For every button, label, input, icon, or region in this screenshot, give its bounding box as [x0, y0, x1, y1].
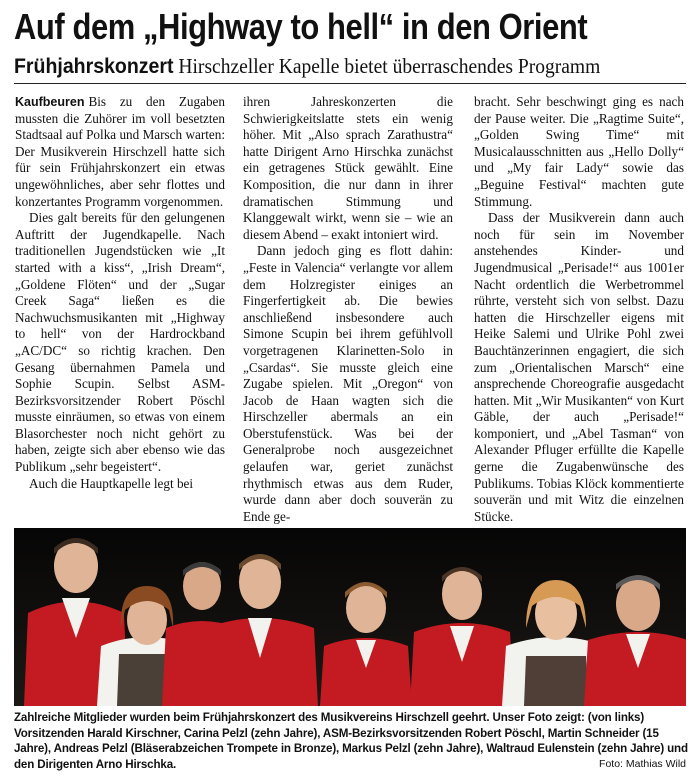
dateline: Kaufbeuren [15, 95, 85, 109]
paragraph-1 [15, 94, 225, 210]
article-column-2 [243, 94, 453, 525]
paragraph-4-cont: bracht. Sehr beschwingt ging es nach der Pause weiter. Die „Ragtime Suite“, „Golden Swing Time“ mit Musicalausschnitten aus „Hello Dolly“ und „My fair Lady“ sowie das „Beguine Festival“ machten gute Stimmung. [474, 94, 684, 209]
article-column-3 [474, 94, 684, 525]
paragraph-4-start: Dann jedoch ging es flott dahin: „Feste in Valencia“ verlangte vor allem dem Holzregister einiges an Fingerfertigkeit ab. Die bewies anschließend insbesondere auch Simone Scupin bei ihrem gefühlvoll vorgetragenen Klarinetten-Solo in „Csardas“. Sie musste gleich eine Zugabe spielen. Mit „Oregon“ von Jacob de Haan wagten sich die Hirschzeller abermals an ein Oberstufenstück. Was bei der Generalprobe noch ausgezeichnet gelaufen war, geriet zunächst rhythmisch etwas aus dem Ruder, wurde dann aber doch souverän zu Ende ge- [243, 243, 453, 524]
paragraph-5: Dass der Musikverein dann auch noch für sein im November anstehendes Kinder- und Jugendmusical „Perisade!“ aus 1001er Nacht ordentlich die Werbetrommel rührte, versteht sich von selbst. Dazu hatten die Hirschzeller eigens mit Heike Salemi und Ulrike Pohl zwei Bauchtänzerinnen engagiert, die sich zum „Orientalischen Marsch“ eine ansprechende Choreografie ausgedacht hatten. Mit „Wir Musikanten“ von Kurt Gäble, der auch „Perisade!“ komponiert, und „Abel Tasman“ von Alexander Pfluger erfüllte die Kapelle gerne die Zugabenwünsche des Publikums. Tobias Klöck kommentierte souverän und mit Witz die einzelnen Stücke. [474, 210, 684, 524]
headline: Auf dem „Highway to hell“ in den Orient [14, 6, 588, 47]
paragraph-3-start: Auch die Hauptkapelle legt bei [29, 475, 194, 491]
header-rule [14, 83, 686, 84]
subheadline: Hirschzeller Kapelle bietet überraschendes Programm [178, 54, 601, 78]
article-column-1 [15, 94, 225, 492]
group-photo-illustration [14, 528, 686, 706]
photo-credit: Foto: Mathias Wild [599, 758, 686, 770]
group-photo [14, 528, 686, 706]
photo-caption: Zahlreiche Mitglieder wurden beim Frühjahrskonzert des Musikvereins Hirschzell geehrt. Unser Foto zeigt: (von links) Vorsitzenden Harald Kirschner, Carina Pelzl (zehn Jahre), ASM-Bezirksvorsitzenden Robert Pöschl, Martin Schneider (15 Jahre), Andreas Pelzl (Bläserabzeichen Trompete in Bronze), Markus Pelzl (zehn Jahre), Waltraud Eulenstein (zehn Jahre) und den Dirigenten Arno Hirschka. [14, 711, 688, 771]
kicker: Frühjahrskonzert [14, 55, 174, 78]
paragraph-1-text: Bis zu den Zugaben mussten die Zuhörer im voll besetzten Stadtsaal auf Polka und Marsch warten: Der Musikverein Hirschzell hatte sich für sein Frühjahrskonzert ein etwas ungewöhnliches, aber sehr flottes und konzertantes Programm vorgenommen. [15, 94, 225, 209]
subheadline-line [14, 54, 600, 79]
paragraph-3-cont: ihren Jahreskonzerten die Schwierigkeitslatte stets ein wenig höher. Mit „Also sprach Zarathustra“ hatte Dirigent Arno Hirschka zunächst ein getragenes Stück gewählt. Eine Komposition, die nur dann in ihrer dramatischen Stimmung und Klanggewalt wirkt, wenn sie – wie an diesem Abend – exakt intoniert wird. [243, 94, 453, 242]
paragraph-2: Dies galt bereits für den gelungenen Auftritt der Jugendkapelle. Nach traditionellen Jugendstücken wie „It started with a kiss“, „Irish Dream“, „Goldene Flöten“ und der „Sugar Creek Saga“ ließen es die Nachwuchsmusikanten mit „Highway to hell“ von der Hardrockband „AC/DC“ so richtig krachen. Den Gesang übernahmen Pamela und Sophie Scupin. Selbst ASM-Bezirksvorsitzender Robert Pöschl musste einräumen, so etwas von einem Blasorchester noch nicht gehört zu haben, zeigte sich aber ebenso wie das Publikum „sehr begeistert“. [15, 210, 225, 475]
